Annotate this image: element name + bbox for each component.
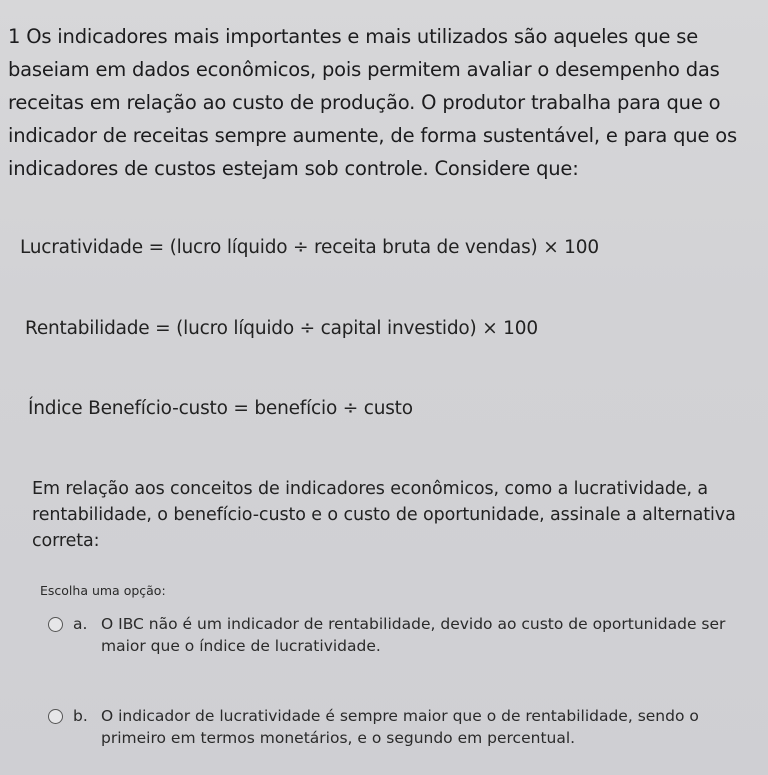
question-text: 1 Os indicadores mais importantes e mais utilizados são aqueles que se baseiam em dados econômicos, pois permitem avaliar o desempenho das receitas em relação ao custo de produção. O produtor trabalha para que o indicador de receitas sempre aumente, de forma sustentável, e para que os indicadores de custos estejam sob controle. Considere que:: [8, 25, 737, 180]
option-a-radio[interactable]: [48, 617, 63, 632]
question-prompt: Em relação aos conceitos de indicadores econômicos, como a lucratividade, a rentabilidade, o benefício-custo e o custo de oportunidade, assinale a alternativa correta:: [32, 479, 736, 551]
option-b-letter: b.: [73, 707, 88, 725]
option-b-radio[interactable]: [48, 709, 63, 724]
formula-rentabilidade: Rentabilidade = (lucro líquido ÷ capital investido) × 100: [25, 318, 538, 339]
formula-beneficio-custo: Índice Benefício-custo = benefício ÷ custo: [28, 398, 413, 419]
option-a[interactable]: [48, 613, 728, 657]
option-a-letter: a.: [73, 615, 88, 633]
option-b-text: O indicador de lucratividade é sempre maior que o de rentabilidade, sendo o primeiro em termos monetários, e o segundo em percentual.: [101, 707, 699, 747]
choose-option-label: Escolha uma opção:: [40, 583, 166, 598]
option-a-text: O IBC não é um indicador de rentabilidade, devido ao custo de oportunidade ser maior que o índice de lucratividade.: [101, 615, 726, 655]
formula-lucratividade: Lucratividade = (lucro líquido ÷ receita bruta de vendas) × 100: [20, 237, 599, 258]
option-b[interactable]: [48, 705, 728, 749]
